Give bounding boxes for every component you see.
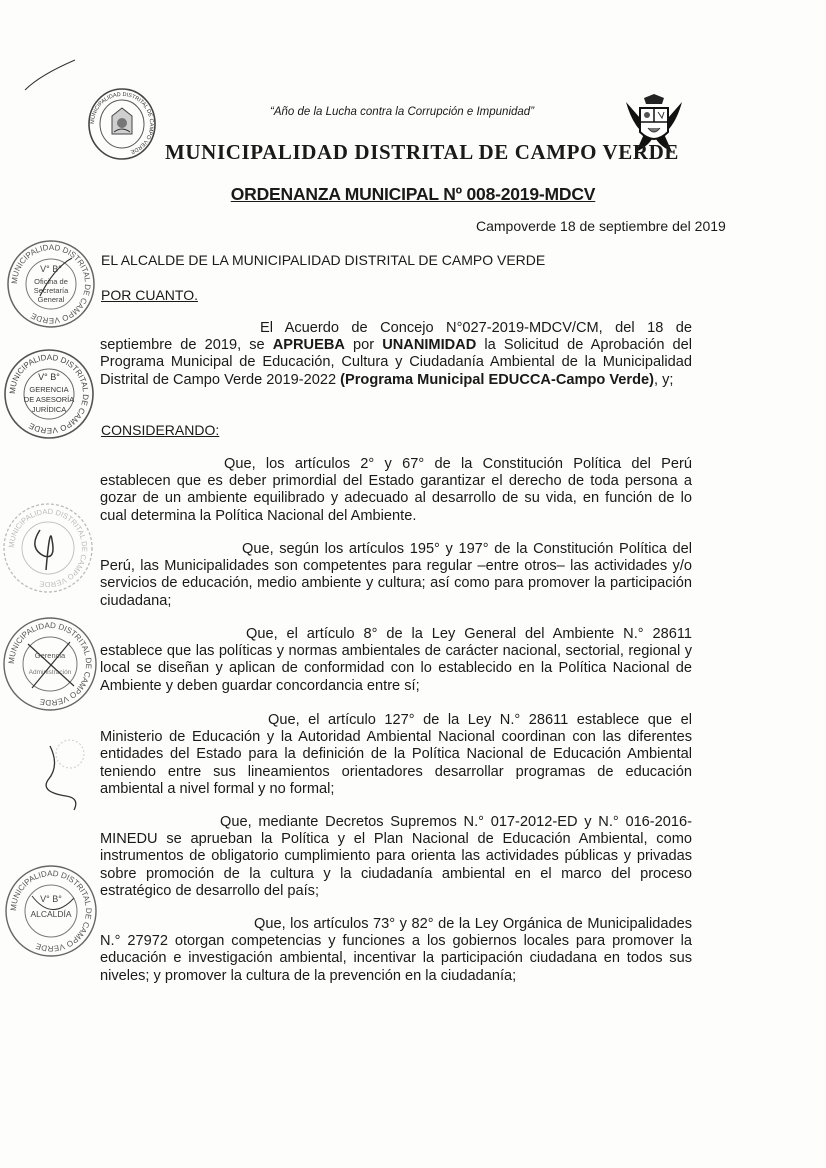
paragraph-articulo-127: Que, el artículo 127° de la Ley N.° 28611 establece que el Ministerio de Educación y la Autoridad Ambiental Nacional coordinan con las diferentes entidades del Estado para la definición de la Política Nacional de Educación Ambiental teniendo entre sus lineamientos orientadores desarrollar programas de educación ambiental a nivel formal y no formal; (100, 712, 692, 797)
svg-text:DE ASESORÍA: DE ASESORÍA (23, 395, 75, 404)
svg-text:ALCALDÍA: ALCALDÍA (30, 909, 72, 919)
signature-mark (30, 736, 100, 816)
alcaldia-seal (2, 862, 100, 960)
svg-text:Gerencia: Gerencia (34, 651, 66, 660)
paragraph-ley-general: Que, el artículo 8° de la Ley General del Ambiente N.° 28611 establece que las políticas y normas ambientales de carácter nacional, sectorial, regional y local se diseñan y aplican de conformidad con lo establecido en la Política Nacional de Ambiente y deben guardar concordancia entre sí; (100, 626, 692, 694)
paragraph-constitucion: Que, los artículos 2° y 67° de la Constitución Política del Perú establecen que es deber primordial del Estado garantizar el derecho de toda persona a gozar de un ambiente equilibrado y adecuado al desarrollo de su vida, en función de lo cual determina la Política Nacional del Ambiente. (100, 456, 692, 524)
svg-text:Oficina de: Oficina de (34, 277, 68, 286)
year-motto: “Año de la Lucha contra la Corrupción e Impunidad” (270, 106, 535, 118)
document-title: ORDENANZA MUNICIPAL Nº 008-2019-MDCV (230, 184, 596, 204)
considerando-heading: CONSIDERANDO: (101, 422, 220, 438)
pen-mark (20, 55, 80, 95)
paragraph-ley-organica: Que, los artículos 73° y 82° de la Ley Orgánica de Municipalidades N.° 27972 otorgan competencias y funciones a los gobiernos locales para promover la educación e investigación ambiental, incentivar la participación ciudadana en todos sus niveles; y promover la cultura de la prevención en la ciudadanía; (100, 916, 692, 984)
asesoria-juridica-seal (0, 346, 98, 442)
svg-text:JURÍDICA: JURÍDICA (31, 405, 67, 414)
paragraph-decretos: Que, mediante Decretos Supremos N.° 017-2012-ED y N.° 016-2016-MINEDU se aprueban la Política y el Plan Nacional de Educación Ambiental, como instrumentos de obligatorio cumplimiento para orienta las actividades públicas y privadas sobre promoción de la cultura y la ciudadanía ambiental en el marco del proceso estratégico de desarrollo del país; (100, 814, 692, 899)
paragraph-acuerdo: El Acuerdo de Concejo N°027-2019-MDCV/CM, del 18 de septiembre de 2019, se APRUEBA por UNANIMIDAD la Solicitud de Aprobación del Programa Municipal de Educación, Cultura y Ciudadanía Ambiental de la Municipalidad Distrital de Campo Verde 2019-2022 (Programa Municipal EDUCCA-Campo Verde), y; (100, 320, 693, 388)
place-date: Campoverde 18 de septiembre del 2019 (476, 218, 726, 234)
svg-text:MUNICIPALIDAD DISTRITAL DE CAM: MUNICIPALIDAD DISTRITAL DE CAMPO VERDE (9, 242, 93, 326)
svg-text:MUNICIPALIDAD DISTRITAL DE CAM: MUNICIPALIDAD DISTRITAL DE CAMPO VERDE (6, 506, 90, 590)
svg-text:Secretaría: Secretaría (33, 286, 69, 295)
svg-text:MUNICIPALIDAD DISTRITAL DE CAM: MUNICIPALIDAD DISTRITAL DE CAMPO VERDE (89, 91, 155, 155)
por-cuanto-heading: POR CUANTO. (101, 287, 198, 303)
gerencia-administracion-seal (0, 614, 100, 714)
svg-text:V° B°: V° B° (38, 372, 60, 382)
svg-text:General: General (37, 295, 65, 304)
svg-text:V° B°: V° B° (40, 264, 62, 274)
secretaria-general-seal (2, 238, 100, 330)
faded-seal-signature (0, 500, 96, 596)
issuer-heading: EL ALCALDE DE LA MUNICIPALIDAD DISTRITAL DE CAMPO VERDE (101, 252, 546, 268)
svg-text:V° B°: V° B° (40, 894, 62, 904)
municipal-logo-seal (86, 86, 158, 162)
svg-text:MUNICIPALIDAD DISTRITAL DE CAM: MUNICIPALIDAD DISTRITAL DE CAMPO VERDE (6, 620, 94, 708)
svg-text:MUNICIPALIDAD DISTRITAL DE CAM: MUNICIPALIDAD DISTRITAL DE CAMPO VERDE (7, 352, 91, 436)
svg-text:GERENCIA: GERENCIA (29, 385, 69, 394)
svg-text:Administración: Administración (28, 669, 72, 676)
municipality-title: MUNICIPALIDAD DISTRITAL DE CAMPO VERDE (165, 140, 680, 164)
paragraph-municipalidades: Que, según los artículos 195° y 197° de la Constitución Política del Perú, las Municipalidades son competentes para regular –entre otros– las actividades y/o servicios de educación, medio ambiente y cultura; así como para promover la participación ciudadana; (100, 541, 692, 609)
svg-text:MUNICIPALIDAD DISTRITAL DE CAM: MUNICIPALIDAD DISTRITAL DE CAMPO VERDE (8, 868, 94, 954)
